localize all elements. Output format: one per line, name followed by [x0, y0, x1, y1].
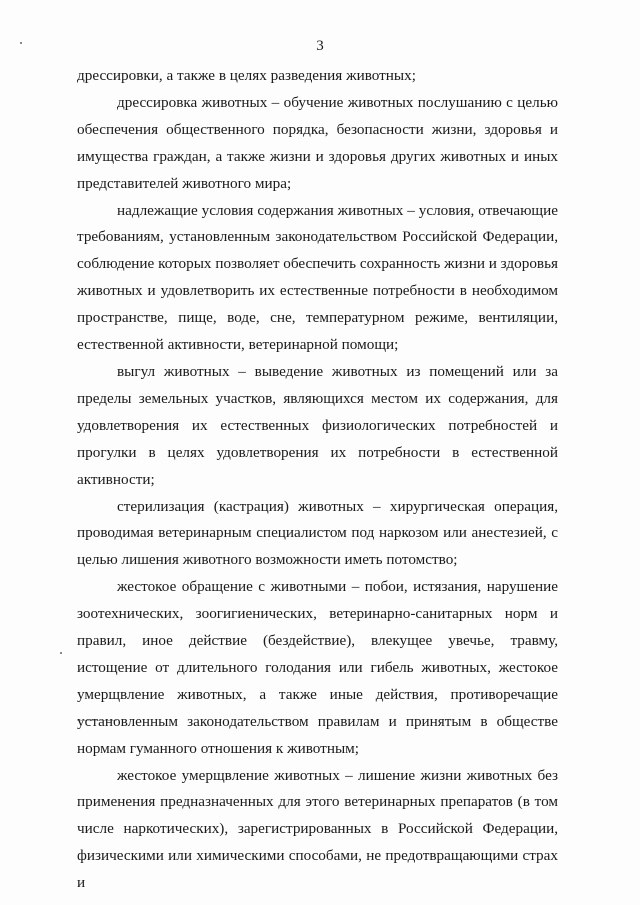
paragraph-cruel-killing-definition: жестокое умерщвление животных – лишение жизни животных без применения предназначенных для этого ветеринарных препаратов (в том числе наркотических), зарегистрированных в Российской Федерации, физическими или химическими способами, не предотвращающими страх и: [77, 766, 558, 892]
paragraph-training-definition: дрессировка животных – обучение животных послушанию с целью обеспечения общественного порядка, безопасности жизни, здоровья и имущества граждан, а также жизни и здоровья других животных и иных представителей животного мира;: [77, 93, 558, 192]
paragraph-sterilization-definition: стерилизация (кастрация) животных – хирургическая операция, проводимая ветеринарным специалистом под наркозом или анестезией, с целью лишения животного возможности иметь потомство;: [77, 497, 558, 569]
paragraph-continuation: дрессировки, а также в целях разведения животных;: [77, 67, 416, 84]
paragraph-proper-conditions-definition: надлежащие условия содержания животных – условия, отвечающие требованиям, установленным законодательством Российской Федерации, соблюдение которых позволяет обеспечить сохранность жизни и здоровья животных и удовлетворить их естественные потребности в необходимом пространстве, пище, воде, сне, температурном режиме, вентиляции, естественной активности, ветеринарной помощи;: [77, 201, 558, 354]
paragraph-walking-definition: выгул животных – выведение животных из помещений или за пределы земельных участков, являющихся местом их содержания, для удовлетворения их естественных физиологических потребностей и прогулки в целях удовлетворения их потребности в естественной активности;: [77, 362, 558, 488]
paragraph-cruel-treatment-definition: жестокое обращение с животными – побои, истязания, нарушение зоотехнических, зоогигиенических, ветеринарно-санитарных норм и правил, иное действие (бездействие), влекущее увечье, травму, истощение от длительного голодания или гибель животных, жестокое умерщвление животных, а также иные действия, противоречащие установленным законодательством правилам и принятым в обществе нормам гуманного отношения к животным;: [77, 578, 558, 757]
scan-speck: [60, 652, 62, 654]
document-body: [77, 63, 558, 897]
page-number: 3: [316, 38, 324, 54]
